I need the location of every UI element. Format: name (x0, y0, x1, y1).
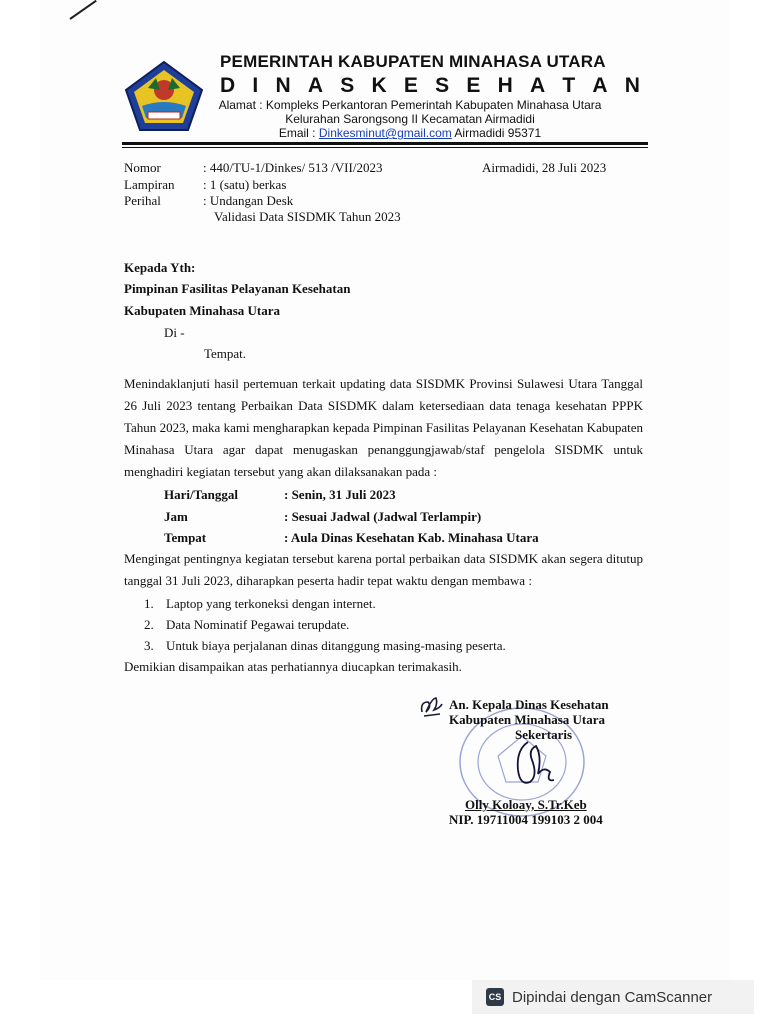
lampiran-value: : 1 (satu) berkas (203, 177, 287, 192)
signatory-name: Olly Koloay, S.Tr.Keb (465, 797, 587, 812)
department-name-letter: I (252, 74, 259, 97)
detail-label-date: Hari/Tanggal (164, 487, 238, 502)
list-item (144, 638, 506, 654)
handwritten-signature-icon (498, 736, 558, 796)
camscanner-text: Dipindai dengan CamScanner (512, 988, 713, 1006)
department-name-letter: A (529, 74, 546, 97)
address-line-1: Alamat : Kompleks Perkantoran Pemerintah Kabupaten Minahasa Utara (218, 98, 602, 112)
lampiran-label: Lampiran (124, 177, 175, 192)
department-name (220, 74, 640, 98)
recipient-di: Di - (164, 325, 185, 340)
regency-emblem-icon (124, 60, 204, 132)
detail-value-time: : Sesuai Jadwal (Jadwal Terlampir) (284, 509, 482, 524)
letterhead-rule-thick (122, 142, 648, 145)
recipient-greeting: Kepada Yth: (124, 260, 196, 275)
nomor-label: Nomor (124, 160, 161, 175)
recipient-line-2: Kabupaten Minahasa Utara (124, 303, 281, 318)
perihal-label: Perihal (124, 193, 161, 208)
department-name-letter: N (624, 74, 640, 97)
department-name-letter: S (340, 74, 355, 97)
perihal-value: : Undangan Desk (203, 193, 294, 208)
department-name-letter: A (592, 74, 608, 97)
department-name-letter: T (562, 74, 576, 97)
body-paragraph-1: Menindaklanjuti hasil pertemuan terkait updating data SISDMK Provinsi Sulawesi Utara Tanggal 26 Juli 2023 tentang Perbaikan Data SISDMK dalam ketersediaan data tenaga kesehatan PPPK Tahun 2023, maka kami mengharapkan kepada Pimpinan Fasilitas Pelayanan Kesehatan Kabupaten Minahasa Utara agar dapat menugaskan penanggungjawab/staf pengelola SISDMK untuk menghadiri kegiatan tersebut yang akan dilaksanakan pada : (124, 376, 643, 479)
department-name-letter: N (275, 74, 291, 97)
detail-label-time: Jam (164, 509, 188, 524)
nomor-value: : 440/TU-1/Dinkes/ 513 /VII/2023 (203, 160, 383, 175)
list-item-text: Data Nominatif Pegawai terupdate. (166, 617, 350, 632)
email-link[interactable]: Dinkesminut@gmail.com (318, 126, 452, 140)
paraf-initial-icon (418, 694, 446, 720)
detail-value-place: : Aula Dinas Kesehatan Kab. Minahasa Utara (284, 530, 539, 545)
recipient-line-1: Pimpinan Fasilitas Pelayanan Kesehatan (124, 281, 351, 296)
email-prefix: Email : (278, 126, 319, 140)
body-paragraph-2: Mengingat pentingnya kegiatan tersebut karena portal perbaikan data SISDMK akan segera ditutup tanggal 31 Juli 2023, diharapkan peserta hadir tepat waktu dengan membawa : (124, 551, 643, 588)
department-name-letter: D (220, 74, 236, 97)
perihal-value-line2: Validasi Data SISDMK Tahun 2023 (214, 209, 401, 224)
letterhead-rule-thin (122, 147, 648, 148)
letter-date: Airmadidi, 28 Juli 2023 (482, 160, 607, 175)
department-name-letter: K (371, 74, 387, 97)
camscanner-icon: CS (486, 988, 504, 1006)
government-title: PEMERINTAH KABUPATEN MINAHASA UTARA (220, 52, 606, 71)
signature-title-1: An. Kepala Dinas Kesehatan (449, 697, 609, 712)
email-suffix: Airmadidi 95371 (451, 126, 542, 140)
department-name-letter: H (497, 74, 513, 97)
recipient-tempat: Tempat. (204, 346, 247, 361)
department-name-letter: S (435, 74, 450, 97)
department-name-letter: E (403, 74, 418, 97)
letterhead-address (200, 98, 620, 140)
address-line-2: Kelurahan Sarongsong II Kecamatan Airmadidi (285, 112, 535, 126)
department-name-letter: E (466, 74, 481, 97)
camscanner-badge (472, 980, 754, 1014)
list-item (144, 617, 349, 633)
detail-value-date: : Senin, 31 Juli 2023 (284, 487, 396, 502)
department-name-letter: A (307, 74, 324, 97)
list-item (144, 596, 376, 612)
list-item-number: 3. (144, 638, 154, 653)
list-item-number: 2. (144, 617, 154, 632)
detail-label-place: Tempat (164, 530, 207, 545)
list-item-text: Untuk biaya perjalanan dinas ditanggung masing-masing peserta. (166, 638, 506, 653)
list-item-number: 1. (144, 596, 154, 611)
email-line (200, 126, 620, 140)
signatory-nip: NIP. 19711004 199103 2 004 (449, 812, 603, 827)
signature-title-2: Kabupaten Minahasa Utara (449, 712, 606, 727)
closing-sentence: Demikian disampaikan atas perhatiannya diucapkan terimakasih. (124, 659, 462, 674)
signature-title-3: Sekertaris (515, 727, 573, 742)
list-item-text: Laptop yang terkoneksi dengan internet. (166, 596, 376, 611)
